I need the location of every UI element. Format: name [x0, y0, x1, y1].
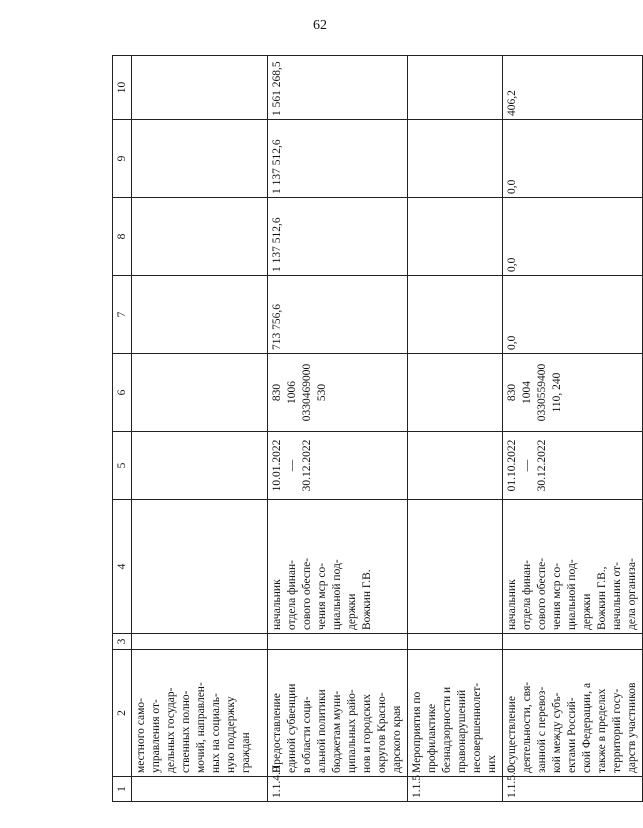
- budget-code: [408, 354, 503, 432]
- program-measures-table: [112, 55, 643, 802]
- budget-code: [132, 354, 268, 432]
- measure-name: Предоставление единой субвенции в области соци- альной политики бюджетам муни- ципальных райо- нов и городских округов Красно- дарского края: [268, 650, 408, 777]
- value-col8: 1 137 512,6: [268, 198, 408, 276]
- dates: [408, 432, 503, 500]
- value-col10: [408, 56, 503, 120]
- measure-name: Осуществление деятельности, свя- занной с перевоз- кой между субъ- ектами Россий- ской Федерации, а также в пределах территорий госу- дарств участников: [503, 650, 643, 777]
- responsible: [132, 500, 268, 634]
- responsible: [408, 500, 503, 634]
- table-row: [503, 56, 643, 802]
- dates: 10.01.2022 — 30.12.2022: [268, 432, 408, 500]
- table-row: [132, 56, 268, 802]
- value-col10: 406,2: [503, 56, 643, 120]
- column-header: 7: [113, 276, 132, 354]
- value-col9: [132, 120, 268, 198]
- value-col10: [132, 56, 268, 120]
- column-header: 4: [113, 500, 132, 634]
- value-col8: 0,0: [503, 198, 643, 276]
- column-header: 2: [113, 650, 132, 777]
- cell-col3: [268, 634, 408, 650]
- value-col9: [408, 120, 503, 198]
- row-id: 1.1.5: [408, 777, 503, 802]
- value-col7: 713 756,6: [268, 276, 408, 354]
- row-id: 1.1.5.1: [503, 777, 643, 802]
- column-header: 6: [113, 354, 132, 432]
- column-header: 5: [113, 432, 132, 500]
- value-col7: [408, 276, 503, 354]
- table-row: [268, 56, 408, 802]
- value-col8: [132, 198, 268, 276]
- budget-code: 830 1006 0330469000 530: [268, 354, 408, 432]
- column-header: 8: [113, 198, 132, 276]
- column-header: 3: [113, 634, 132, 650]
- value-col9: 0,0: [503, 120, 643, 198]
- cell-col3: [132, 634, 268, 650]
- table-row: [408, 56, 503, 802]
- measure-name: Мероприятия по профилактике безнадзорности и правонарушений несовершеннолет- них: [408, 650, 503, 777]
- column-header: 9: [113, 120, 132, 198]
- header-row: [113, 56, 132, 802]
- responsible: начальник отдела финан- сового обеспе- чения мср со- циальной под- держки Вожкин Г.В.: [268, 500, 408, 634]
- column-header: 1: [113, 777, 132, 802]
- budget-code: 830 1004 0330559400 110, 240: [503, 354, 643, 432]
- responsible: начальник отдела финан- сового обеспе- чения мср со- циальной под- держки Вожкин Г.В., начальник от- дела организа-: [503, 500, 643, 634]
- dates: [132, 432, 268, 500]
- row-id: 1.1.4.9: [268, 777, 408, 802]
- value-col8: [408, 198, 503, 276]
- value-col9: 1 137 512,6: [268, 120, 408, 198]
- value-col7: 0,0: [503, 276, 643, 354]
- column-header: 10: [113, 56, 132, 120]
- cell-col3: [503, 634, 643, 650]
- page-number: 62: [313, 18, 327, 33]
- cell-col3: [408, 634, 503, 650]
- dates: 01.10.2022 — 30.12.2022: [503, 432, 643, 500]
- row-id: [132, 777, 268, 802]
- rotated-table: [112, 56, 638, 802]
- measure-name: местного само- управления от- дельных государ- ственных полно- мочий, направлен- ных на социаль- ную поддержку граждан: [132, 650, 268, 777]
- value-col7: [132, 276, 268, 354]
- value-col10: 1 561 268,5: [268, 56, 408, 120]
- table-frame: [112, 56, 638, 802]
